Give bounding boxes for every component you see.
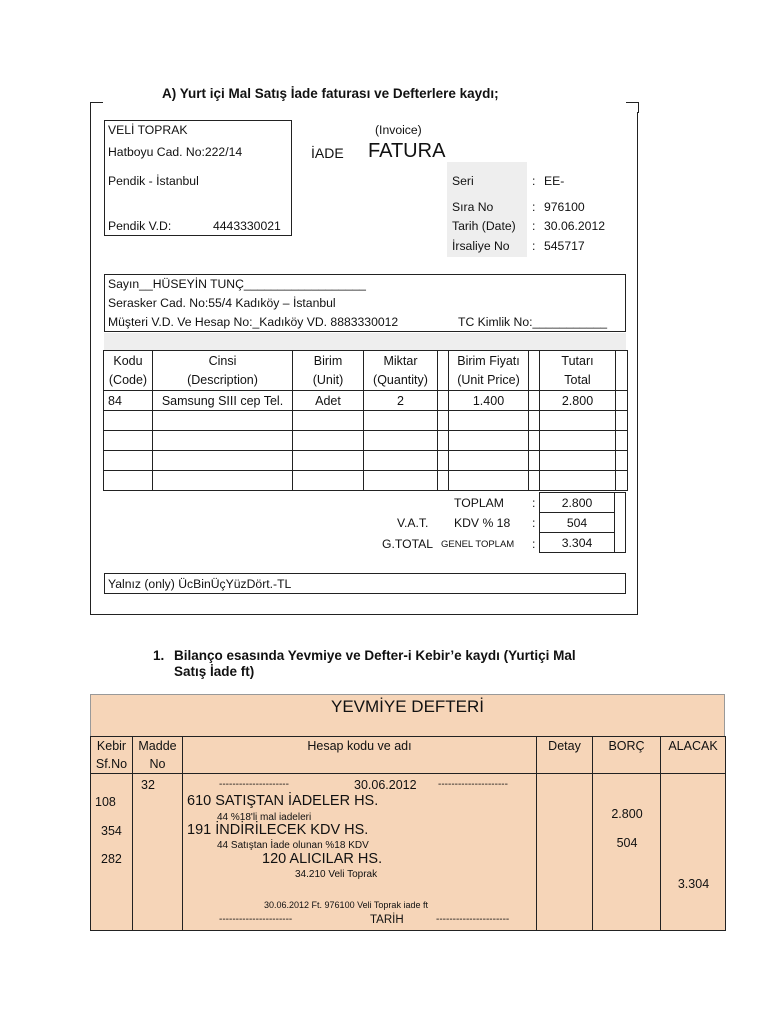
yalniz-text: Yalnız (only) ÜcBinÜçYüzDört.-TL bbox=[108, 577, 292, 591]
toplam-value: 2.800 bbox=[561, 496, 593, 510]
col-hesap: Hesap kodu ve adı bbox=[183, 737, 537, 774]
invoice-items-table bbox=[103, 350, 628, 491]
account-610-sub: 44 %18'li mal iadeleri bbox=[217, 812, 312, 823]
toplam-label: TOPLAM bbox=[454, 496, 504, 510]
col-madde: Madde No bbox=[133, 737, 183, 774]
col-kebir: Kebir Sf.No bbox=[91, 737, 133, 774]
genel-colon: : bbox=[532, 537, 536, 551]
vat-label: V.A.T. bbox=[397, 516, 429, 530]
journal-title: YEVMİYE DEFTERİ bbox=[330, 697, 485, 716]
seri-label: Seri bbox=[452, 174, 474, 188]
irsaliye-label: İrsaliye No bbox=[452, 239, 510, 253]
tarih-label: Tarih (Date) bbox=[452, 219, 516, 233]
gtotal-label: G.TOTAL bbox=[382, 537, 434, 551]
irsaliye-value: 545717 bbox=[544, 239, 585, 253]
col-kodu: Kodu (Code) bbox=[104, 351, 153, 391]
sira-label: Sıra No bbox=[452, 200, 494, 214]
item-qty: 2 bbox=[364, 391, 438, 411]
item-unit: Adet bbox=[293, 391, 364, 411]
borc-2800: 2.800 bbox=[611, 807, 643, 821]
section-a-heading: A) Yurt içi Mal Satış İade faturası ve Defterlere kaydı; bbox=[162, 86, 499, 101]
account-610: 610 SATIŞTAN İADELER HS. bbox=[187, 793, 379, 809]
table-row bbox=[104, 471, 628, 491]
kebir-108: 108 bbox=[95, 795, 116, 809]
detay-cell bbox=[537, 774, 593, 931]
section-1-number: 1. bbox=[153, 648, 165, 663]
hesap-cell bbox=[183, 774, 537, 931]
item-code: 84 bbox=[104, 391, 153, 411]
col-cinsi: Cinsi (Description) bbox=[153, 351, 293, 391]
sira-colon: : bbox=[532, 200, 536, 214]
tarih-footer: TARİH bbox=[370, 914, 404, 926]
col-borc: BORÇ bbox=[593, 737, 661, 774]
totals-side-box bbox=[614, 492, 626, 553]
section-1-heading-line1: Bilanço esasında Yevmiye ve Defter-i Kebir’e kaydı (Yurtiçi Mal bbox=[174, 648, 576, 663]
account-191-sub: 44 Satıştan İade olunan %18 KDV bbox=[217, 840, 369, 851]
tarih-dash-left: ---------------------- bbox=[219, 914, 293, 925]
buyer-line-2: Serasker Cad. No:55/4 Kadıköy – İstanbul bbox=[108, 296, 336, 310]
kebir-cell bbox=[91, 774, 133, 931]
col-fiyat: Birim Fiyatı (Unit Price) bbox=[449, 351, 529, 391]
col-tutari: Tutarı Total bbox=[540, 351, 616, 391]
madde-no: 32 bbox=[141, 778, 155, 792]
tarih-colon: : bbox=[532, 219, 536, 233]
col-alacak: ALACAK bbox=[661, 737, 726, 774]
account-191: 191 İNDİRİLECEK KDV HS. bbox=[187, 822, 369, 838]
kebir-354: 354 bbox=[101, 824, 122, 838]
kdv-label: KDV % 18 bbox=[454, 516, 511, 530]
toplam-colon: : bbox=[532, 496, 536, 510]
separator-strip bbox=[104, 333, 626, 350]
entry-description: 30.06.2012 Ft. 976100 Veli Toprak iade ft bbox=[264, 900, 428, 910]
date-dash-right: --------------------- bbox=[438, 779, 508, 790]
sira-value: 976100 bbox=[544, 200, 585, 214]
col-miktar: Miktar (Quantity) bbox=[364, 351, 438, 391]
seller-name: VELİ TOPRAK bbox=[108, 123, 188, 137]
account-120-sub: 34.210 Veli Toprak bbox=[295, 869, 378, 880]
item-total: 2.800 bbox=[540, 391, 616, 411]
tarih-dash-right: ---------------------- bbox=[436, 914, 510, 925]
alacak-cell bbox=[661, 774, 726, 931]
kdv-value: 504 bbox=[566, 516, 588, 530]
seri-value: EE- bbox=[544, 174, 565, 188]
seller-address: Hatboyu Cad. No:222/14 bbox=[108, 145, 243, 159]
seller-city: Pendik - İstanbul bbox=[108, 174, 199, 188]
table-row bbox=[104, 411, 628, 431]
date-dash-left: --------------------- bbox=[219, 779, 289, 790]
genel-toplam-label: GENEL TOPLAM bbox=[441, 539, 515, 550]
iade-label: İADE bbox=[311, 145, 344, 161]
entry-date: 30.06.2012 bbox=[354, 778, 417, 792]
col-birim: Birim (Unit) bbox=[293, 351, 364, 391]
invoice-label: (Invoice) bbox=[375, 123, 422, 137]
seller-tax-no: 4443330021 bbox=[213, 219, 281, 233]
buyer-line-1: Sayın__HÜSEYİN TUNÇ__________________ bbox=[108, 277, 366, 291]
genel-value: 3.304 bbox=[561, 536, 593, 550]
journal-table bbox=[90, 736, 726, 931]
buyer-tc: TC Kimlik No:___________ bbox=[458, 315, 608, 329]
item-price: 1.400 bbox=[449, 391, 529, 411]
buyer-line-3: Müşteri V.D. Ve Hesap No:_Kadıköy VD. 8883330012 bbox=[108, 315, 399, 329]
table-row bbox=[104, 391, 628, 411]
borc-cell bbox=[593, 774, 661, 931]
section-1-heading-line2: Satış İade ft) bbox=[174, 664, 255, 679]
fatura-title: FATURA bbox=[368, 140, 446, 162]
seller-tax-office: Pendik V.D: bbox=[108, 219, 172, 233]
items-header-row bbox=[104, 351, 628, 391]
col-detay: Detay bbox=[537, 737, 593, 774]
journal-header-row bbox=[91, 737, 726, 774]
account-120: 120 ALICILAR HS. bbox=[262, 851, 383, 867]
item-desc: Samsung SIII cep Tel. bbox=[153, 391, 293, 411]
madde-cell bbox=[133, 774, 183, 931]
kdv-colon: : bbox=[532, 516, 536, 530]
journal-entry-row bbox=[91, 774, 726, 931]
seri-colon: : bbox=[532, 174, 536, 188]
kebir-282: 282 bbox=[101, 852, 122, 866]
tarih-value: 30.06.2012 bbox=[544, 219, 605, 233]
borc-504: 504 bbox=[616, 836, 638, 850]
irsaliye-colon: : bbox=[532, 239, 536, 253]
table-row bbox=[104, 431, 628, 451]
table-row bbox=[104, 451, 628, 471]
alacak-3304: 3.304 bbox=[677, 877, 710, 891]
